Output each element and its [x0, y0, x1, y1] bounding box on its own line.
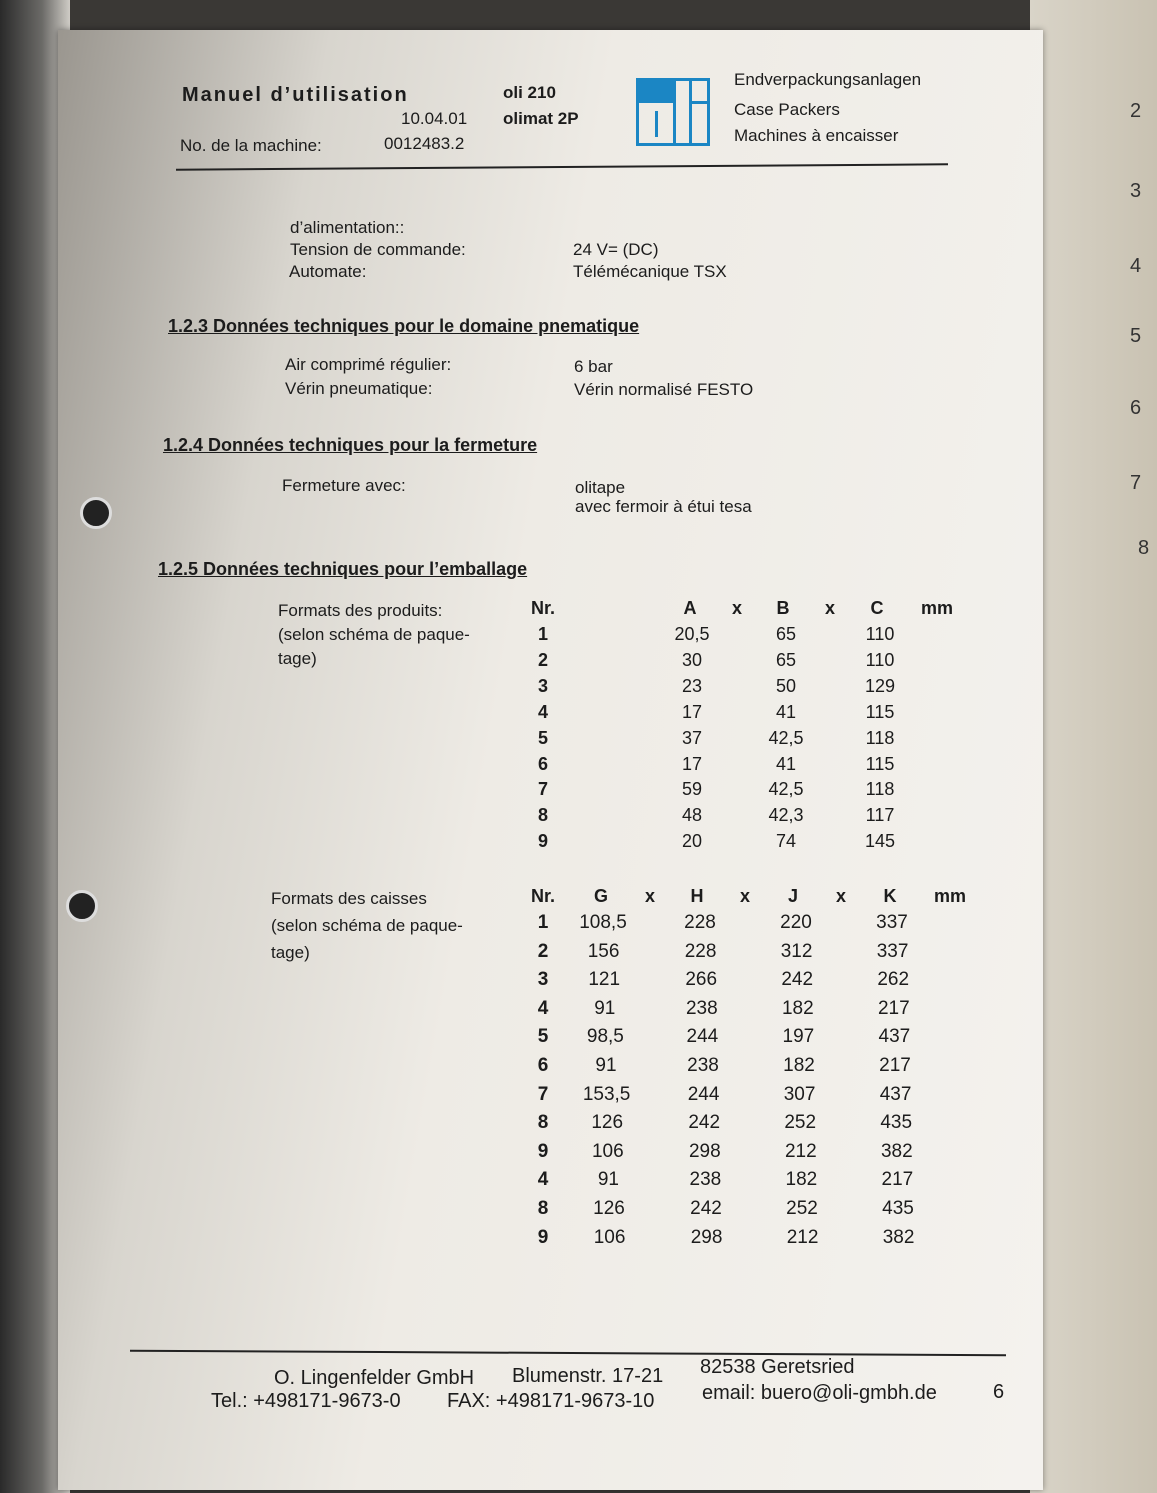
label: Fermeture avec:	[282, 476, 406, 495]
table-cell: 298	[690, 1226, 723, 1248]
table-cell: 1	[537, 624, 548, 644]
table-cell: 126	[593, 1198, 625, 1219]
table-cell: 20,5	[674, 624, 710, 644]
table-cell: 182	[781, 997, 814, 1019]
table-cell: 435	[880, 1112, 913, 1134]
table-cell: 23	[681, 675, 703, 696]
column-header: J	[787, 886, 798, 906]
table-cell: 106	[593, 1226, 626, 1248]
table-cell: 156	[587, 940, 620, 962]
products-label: (selon schéma de paque-	[278, 625, 470, 644]
footer-street: Blumenstr. 17-21	[512, 1365, 664, 1387]
value: olitape	[575, 478, 626, 497]
cases-label: Formats des caisses	[271, 889, 427, 908]
table-cell: 8	[537, 805, 548, 826]
table-cell: 2	[537, 940, 549, 962]
table-cell: 65	[775, 624, 797, 644]
table-cell: 98,5	[586, 1026, 624, 1048]
table-cell: 382	[880, 1140, 913, 1162]
table-cell: 17	[681, 701, 703, 722]
company-line: Case Packers	[734, 100, 840, 119]
table-cell: 228	[684, 912, 716, 933]
table-cell: 435	[882, 1198, 914, 1219]
table-cell: 126	[591, 1112, 624, 1134]
cases-label: tage)	[271, 943, 310, 962]
table-cell: 4	[537, 997, 549, 1019]
table-cell: 312	[780, 940, 813, 962]
table-cell: 1	[537, 912, 549, 933]
table-cell: 212	[784, 1140, 817, 1162]
table-cell: 74	[775, 831, 797, 852]
tab-number: 3	[1130, 180, 1142, 202]
table-cell: 110	[865, 649, 895, 670]
company-line: Endverpackungsanlagen	[734, 70, 922, 89]
table-cell: 121	[588, 969, 621, 991]
table-cell: 217	[879, 1055, 911, 1076]
table-cell: 129	[864, 675, 896, 696]
table-cell: 217	[877, 997, 910, 1019]
table-cell: 6	[537, 753, 548, 774]
table-cell: 337	[876, 912, 908, 933]
column-header: x	[731, 598, 742, 618]
column-header: Nr.	[530, 598, 555, 618]
table-cell: 238	[687, 1055, 719, 1076]
index-tabs	[1030, 0, 1157, 1493]
table-cell: 3	[537, 969, 549, 991]
table-cell: 307	[783, 1083, 816, 1105]
table-cell: 9	[537, 831, 548, 852]
table-cell: 9	[537, 1140, 549, 1162]
label: Vérin pneumatique:	[285, 379, 433, 398]
table-cell: 244	[686, 1026, 719, 1048]
table-cell: 65	[775, 649, 797, 670]
table-cell: 50	[775, 675, 797, 696]
label: d’alimentation::	[290, 218, 405, 237]
machine-number: 0012483.2	[384, 134, 465, 153]
section-heading: 1.2.3 Données techniques pour le domaine pnematique	[168, 316, 640, 336]
table-cell: 91	[597, 1169, 619, 1191]
tab-number: 2	[1130, 100, 1142, 122]
table-cell: 262	[877, 969, 910, 991]
table-cell: 115	[865, 701, 895, 722]
value: Vérin normalisé FESTO	[574, 380, 754, 399]
table-cell: 228	[684, 940, 717, 962]
binder-ring	[66, 890, 98, 922]
products-label: tage)	[278, 649, 317, 668]
variant: olimat 2P	[503, 109, 579, 128]
column-header: mm	[933, 886, 966, 906]
tab-number: 8	[1138, 537, 1150, 559]
value: 6 bar	[574, 357, 613, 376]
table-cell: 118	[865, 779, 895, 800]
column-header: K	[883, 886, 897, 906]
table-cell: 42,5	[768, 727, 804, 748]
column-header: A	[683, 598, 697, 618]
tab-number: 4	[1130, 255, 1142, 277]
table-cell: 244	[687, 1083, 720, 1105]
column-header: x	[644, 886, 655, 906]
label: Automate:	[289, 262, 367, 281]
table-cell: 3	[537, 675, 548, 696]
table-cell: 266	[685, 969, 718, 991]
manual-title: Manuel d’utilisation	[182, 84, 409, 106]
table-cell: 182	[783, 1055, 815, 1076]
column-header: B	[776, 598, 790, 618]
footer-tel: Tel.: +498171-9673-0	[211, 1390, 401, 1412]
tab-number: 6	[1130, 397, 1142, 419]
footer-fax: FAX: +498171-9673-10	[447, 1390, 655, 1412]
table-cell: 238	[685, 997, 718, 1019]
table-cell: 117	[865, 805, 895, 826]
column-header: G	[593, 886, 608, 906]
label: Air comprimé régulier:	[285, 355, 452, 374]
table-cell: 182	[785, 1169, 818, 1191]
table-cell: 4	[537, 701, 548, 722]
page-number: 6	[993, 1381, 1005, 1403]
column-header: C	[870, 598, 884, 618]
machine-label: No. de la machine:	[180, 136, 322, 155]
table-cell: 115	[865, 753, 895, 774]
table-cell: 437	[879, 1083, 912, 1105]
footer-email: email: buero@oli-gmbh.de	[702, 1382, 937, 1404]
footer-city: 82538 Geretsried	[700, 1356, 855, 1378]
table-cell: 110	[865, 624, 895, 644]
table-cell: 220	[780, 912, 812, 933]
table-cell: 5	[537, 727, 548, 748]
table-cell: 41	[775, 753, 797, 774]
table-cell: 37	[681, 727, 703, 748]
table-cell: 30	[681, 649, 703, 670]
cases-label: (selon schéma de paque-	[271, 916, 463, 935]
value: Télémécanique TSX	[573, 262, 727, 281]
table-cell: 197	[782, 1026, 815, 1048]
column-header: H	[690, 886, 704, 906]
table-cell: 382	[882, 1226, 915, 1248]
table-cell: 7	[537, 1083, 549, 1105]
date: 10.04.01	[401, 109, 468, 128]
table-cell: 145	[864, 831, 896, 852]
company-line: Machines à encaisser	[734, 126, 899, 145]
column-header: mm	[920, 598, 953, 618]
products-label: Formats des produits:	[278, 601, 443, 620]
table-cell: 238	[689, 1169, 722, 1191]
table-cell: 17	[681, 753, 703, 774]
table-cell: 298	[688, 1140, 721, 1162]
table-cell: 108,5	[579, 912, 627, 933]
table-cell: 437	[878, 1026, 911, 1048]
label: Tension de commande:	[290, 240, 466, 259]
table-cell: 48	[681, 805, 703, 826]
table-cell: 242	[688, 1112, 721, 1134]
oli-logo	[636, 78, 710, 146]
table-cell: 59	[681, 779, 703, 800]
table-cell: 8	[537, 1112, 549, 1134]
table-cell: 252	[786, 1198, 818, 1219]
table-cell: 337	[876, 940, 909, 962]
table-cell: 41	[775, 701, 797, 722]
tab-number: 7	[1130, 472, 1142, 494]
table-cell: 118	[865, 727, 895, 748]
table-cell: 91	[595, 1055, 617, 1076]
section-heading: 1.2.4 Données techniques pour la fermeture	[163, 435, 538, 455]
column-header: x	[739, 886, 750, 906]
column-header: x	[824, 598, 835, 618]
table-cell: 7	[537, 779, 548, 800]
table-cell: 42,5	[768, 779, 804, 800]
model: oli 210	[503, 83, 556, 102]
table-cell: 20	[681, 831, 703, 852]
table-cell: 217	[881, 1169, 914, 1191]
tab-number: 5	[1130, 325, 1142, 347]
table-cell: 242	[690, 1198, 722, 1219]
table-cell: 242	[781, 969, 814, 991]
table-cell: 9	[537, 1226, 549, 1248]
column-header: x	[835, 886, 846, 906]
table-cell: 4	[537, 1169, 549, 1191]
column-header: Nr.	[530, 886, 555, 906]
footer-company: O. Lingenfelder GmbH	[274, 1367, 475, 1389]
table-cell: 5	[537, 1026, 549, 1048]
table-cell: 153,5	[582, 1083, 631, 1105]
table-cell: 42,3	[768, 805, 804, 826]
binder-ring	[80, 497, 112, 529]
table-cell: 106	[591, 1140, 624, 1162]
table-cell: 6	[537, 1055, 549, 1076]
value: avec fermoir à étui tesa	[575, 497, 752, 516]
table-cell: 8	[537, 1198, 549, 1219]
table-cell: 252	[784, 1112, 817, 1134]
value: 24 V= (DC)	[573, 240, 659, 259]
section-heading: 1.2.5 Données techniques pour l’emballage	[158, 559, 528, 579]
table-cell: 91	[594, 997, 616, 1019]
table-cell: 212	[786, 1226, 819, 1248]
table-cell: 2	[537, 649, 548, 670]
